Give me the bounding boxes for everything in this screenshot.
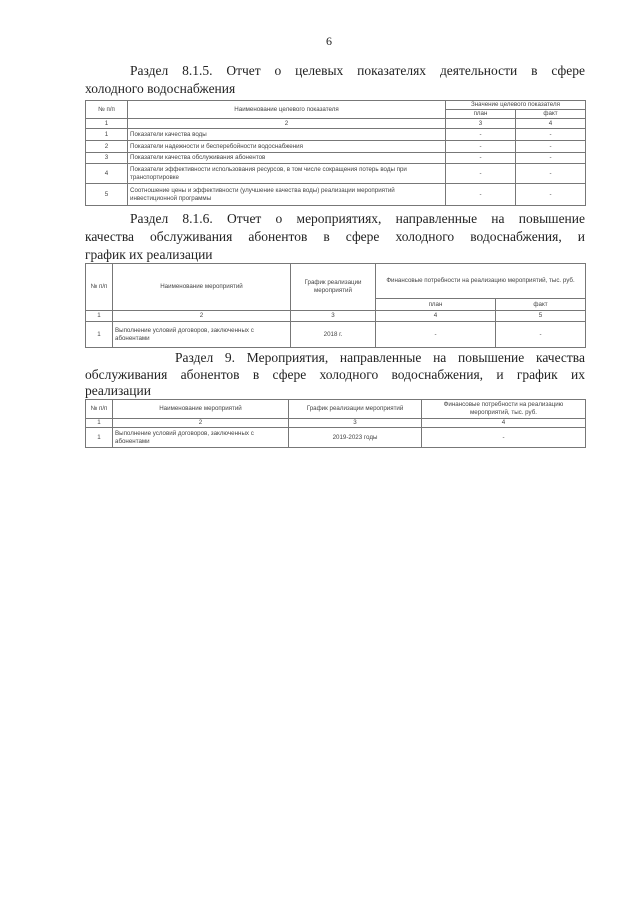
section-8-1-6-heading-cont: качества обслуживания абонентов в сфере холодного водоснабжения, и bbox=[85, 229, 585, 244]
col-number: 4 bbox=[376, 311, 496, 322]
row-name: Выполнение условий договоров, заключенных с абонентами bbox=[113, 322, 291, 348]
col-number: 1 bbox=[86, 419, 113, 428]
row-fact: - bbox=[516, 153, 586, 164]
row-num: 1 bbox=[86, 322, 113, 348]
row-name: Показатели качества воды bbox=[128, 129, 446, 141]
row-plan: - bbox=[446, 164, 516, 184]
col-number: 2 bbox=[113, 311, 291, 322]
row-num: 1 bbox=[86, 129, 128, 141]
row-plan: - bbox=[376, 322, 496, 348]
row-finance: - bbox=[422, 428, 586, 448]
table-row bbox=[86, 322, 586, 348]
row-num: 2 bbox=[86, 141, 128, 153]
table-row bbox=[86, 141, 586, 153]
header-num: № п/п bbox=[86, 101, 128, 119]
section-8-1-5-heading: Раздел 8.1.5. Отчет о целевых показателях деятельности в сфере bbox=[130, 63, 585, 78]
activities-2018-table bbox=[85, 263, 586, 348]
section-8-1-6-heading-cont2: график их реализации bbox=[85, 247, 213, 262]
row-num: 4 bbox=[86, 164, 128, 184]
section-9-heading-cont: обслуживания абонентов в сфере холодного водоснабжения, и график их bbox=[85, 367, 585, 382]
row-fact: - bbox=[516, 141, 586, 153]
table-row bbox=[86, 129, 586, 141]
col-number: 2 bbox=[113, 419, 289, 428]
row-fact: - bbox=[516, 164, 586, 184]
header-finance: Финансовые потребности на реализацию мероприятий, тыс. руб. bbox=[376, 264, 586, 299]
row-plan: - bbox=[446, 141, 516, 153]
section-8-1-6-heading: Раздел 8.1.6. Отчет о мероприятиях, направленные на повышение bbox=[130, 211, 585, 226]
header-name: Наименование мероприятий bbox=[113, 264, 291, 311]
header-fact: факт bbox=[496, 299, 586, 311]
col-number: 5 bbox=[496, 311, 586, 322]
col-number: 3 bbox=[289, 419, 422, 428]
row-fact: - bbox=[516, 184, 586, 206]
row-num: 5 bbox=[86, 184, 128, 206]
col-number: 1 bbox=[86, 311, 113, 322]
col-number: 2 bbox=[128, 119, 446, 129]
col-number: 4 bbox=[516, 119, 586, 129]
section-8-1-5-heading-cont: холодного водоснабжения bbox=[85, 81, 236, 96]
header-name: Наименование целевого показателя bbox=[128, 101, 446, 119]
section-9-heading-cont2: реализации bbox=[85, 383, 151, 398]
header-num: № п/п bbox=[86, 264, 113, 311]
row-name: Выполнение условий договоров, заключенных с абонентами bbox=[113, 428, 289, 448]
table-row bbox=[86, 184, 586, 206]
section-9-heading: Раздел 9. Мероприятия, направленные на повышение качества bbox=[175, 350, 585, 365]
row-name: Показатели качества обслуживания абонентов bbox=[128, 153, 446, 164]
header-schedule: График реализации мероприятий bbox=[289, 400, 422, 419]
row-fact: - bbox=[496, 322, 586, 348]
row-name: Соотношение цены и эффективности (улучшение качества воды) реализации мероприятий инвестиционной программы bbox=[128, 184, 446, 206]
table-row bbox=[86, 428, 586, 448]
row-plan: - bbox=[446, 184, 516, 206]
row-num: 3 bbox=[86, 153, 128, 164]
header-name: Наименование мероприятий bbox=[113, 400, 289, 419]
row-schedule: 2018 г. bbox=[291, 322, 376, 348]
header-finance: Финансовые потребности на реализацию мероприятий, тыс. руб. bbox=[422, 400, 586, 419]
table-row bbox=[86, 164, 586, 184]
col-number: 3 bbox=[446, 119, 516, 129]
row-schedule: 2019-2023 годы bbox=[289, 428, 422, 448]
header-num: № п/п bbox=[86, 400, 113, 419]
activities-2019-2023-table bbox=[85, 399, 586, 448]
row-num: 1 bbox=[86, 428, 113, 448]
row-plan: - bbox=[446, 129, 516, 141]
header-plan: план bbox=[376, 299, 496, 311]
col-number: 4 bbox=[422, 419, 586, 428]
header-value: Значение целевого показателя bbox=[446, 101, 586, 110]
target-indicators-table bbox=[85, 100, 586, 206]
header-schedule: График реализации мероприятий bbox=[291, 264, 376, 311]
row-fact: - bbox=[516, 129, 586, 141]
row-name: Показатели эффективности использования ресурсов, в том числе сокращения потерь воды при транспортировке bbox=[128, 164, 446, 184]
row-name: Показатели надежности и бесперебойности водоснабжения bbox=[128, 141, 446, 153]
header-fact: факт bbox=[516, 110, 586, 119]
row-plan: - bbox=[446, 153, 516, 164]
table-row bbox=[86, 153, 586, 164]
page-number: 6 bbox=[326, 34, 332, 48]
header-plan: план bbox=[446, 110, 516, 119]
col-number: 1 bbox=[86, 119, 128, 129]
col-number: 3 bbox=[291, 311, 376, 322]
